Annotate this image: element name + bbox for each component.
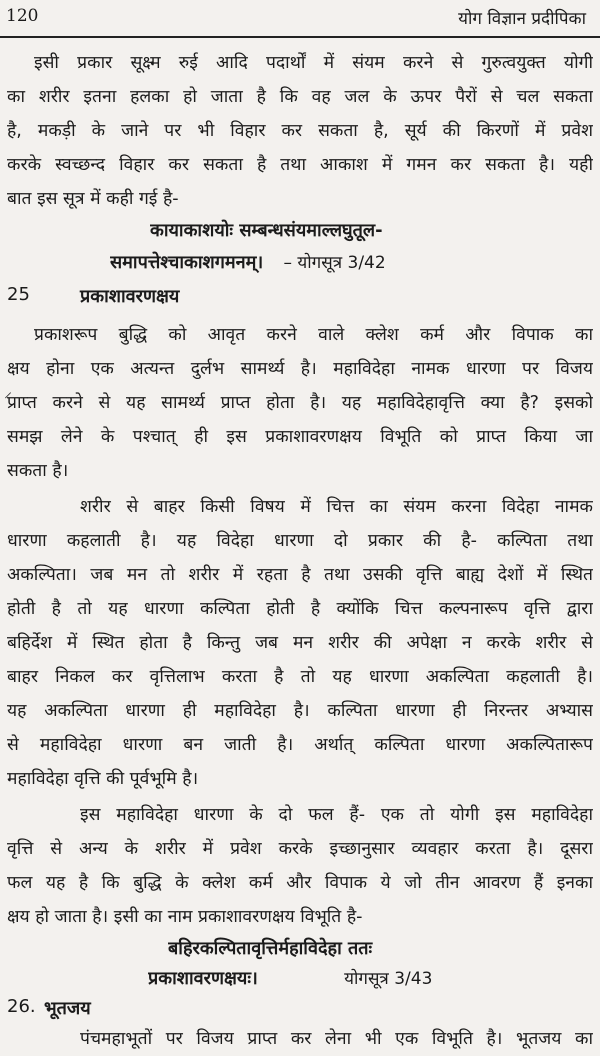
page-number: 120 [6, 6, 39, 26]
section-title: भूतजय [44, 998, 91, 1019]
paragraph-line: महाविदेहा वृत्ति की पूर्वभूमि है। [7, 769, 199, 789]
paragraph-line: प्राप्त करने से यह सामर्थ्य प्राप्त होता है। यह महाविदेहावृत्ति क्या है? इसको [7, 393, 593, 413]
sutra-line [110, 246, 593, 280]
paragraph-line: प्रकाशरूप बुद्धि को आवृत करने वाले क्लेश कर्म और विपाक का [34, 325, 593, 345]
paragraph-line: वृत्ति से अन्य के शरीर में प्रवेश करके इच्छानुसार व्यवहार करता है। दूसरा [7, 839, 593, 859]
paragraph-line: फल यह है कि बुद्धि के क्लेश कर्म और विपाक ये जो तीन आवरण हैं इनका [7, 873, 593, 893]
paragraph-line: क्षय हो जाता है। इसी का नाम प्रकाशावरणक्षय विभूति है- [7, 907, 363, 927]
paragraph-line: इसी प्रकार सूक्ष्म रुई आदि पदार्थों में संयम करने से गुरुत्वयुक्त योगी [34, 53, 593, 73]
section-number: 25 [7, 284, 30, 305]
paragraph-line: का शरीर इतना हलका हो जाता है कि वह जल के ऊपर पैरों से चल सकता [7, 87, 593, 107]
sutra-text: समापत्तेश्चाकाशगमनम्। [110, 252, 264, 273]
paragraph-line: क्षय होना एक अत्यन्त दुर्लभ सामर्थ्य है। महाविदेहा नामक धारणा पर विजय [7, 359, 593, 379]
sutra-reference: योगसूत्र 3/43 [344, 969, 433, 989]
paragraph-line: होती है तो यह धारणा कल्पिता होती है क्योंकि चित्त कल्पनारूप वृत्ति द्वारा [7, 599, 593, 619]
paragraph-line: से महाविदेहा धारणा बन जाती है। अर्थात् कल्पिता धारणा अकल्पितारूप [7, 735, 593, 755]
running-header-title: योग विज्ञान प्रदीपिका [458, 9, 586, 29]
paragraph-line: बाहर निकल कर वृत्तिलाभ करता है तो यह धारणा अकल्पिता कहलाती है। [7, 667, 593, 687]
paragraph-line: समझ लेने के पश्चात् ही इस प्रकाशावरणक्षय विभूति को प्राप्त किया जा [7, 427, 593, 447]
paragraph-line: बहिर्देश में स्थित होता है किन्तु जब मन शरीर की अपेक्षा न करके शरीर से [7, 633, 593, 653]
header-rule [0, 36, 600, 38]
paragraph-line: सकता है। [7, 461, 69, 481]
paragraph-line: पंचमहाभूतों पर विजय प्राप्त कर लेना भी एक विभूति है। भूतजय का [80, 1029, 593, 1049]
paragraph-line: शरीर से बाहर किसी विषय में चित्त का संयम करना विदेहा नामक [80, 497, 593, 517]
paragraph-line: धारणा कहलाती है। यह विदेहा धारणा दो प्रकार की है- कल्पिता तथा [7, 531, 593, 551]
paragraph-line: है, मकड़ी के जाने पर भी विहार कर सकता है, सूर्य की किरणों में प्रवेश [7, 121, 593, 141]
paragraph-line: बात इस सूत्र में कही गई है- [7, 189, 179, 209]
paragraph-line: यह अकल्पिता धारणा ही महाविदेहा है। कल्पिता धारणा ही निरन्तर अभ्यास [7, 701, 593, 721]
sutra-reference: – योगसूत्र 3/42 [283, 253, 386, 273]
paragraph-line: अकल्पिता। जब मन तो शरीर में रहता है तथा उसकी वृत्ति बाह्य देशों में स्थित [7, 565, 593, 585]
section-title: प्रकाशावरणक्षय [80, 286, 180, 307]
sutra-line: बहिरकल्पितावृत्तिर्महाविदेहा ततः [168, 938, 373, 959]
paragraph-line: करके स्वच्छन्द विहार कर सकता है तथा आकाश में गमन कर सकता है। यही [7, 155, 593, 175]
sutra-line [148, 962, 593, 996]
sutra-line: कायाकाशयोः सम्बन्धसंयमाल्लघुतूल- [150, 220, 383, 241]
sutra-text: प्रकाशावरणक्षयः। [148, 968, 258, 989]
paragraph-line: इस महाविदेहा धारणा के दो फल हैं- एक तो योगी इस महाविदेहा [80, 805, 593, 825]
margin-pencil-mark: ⸝ [4, 382, 13, 401]
section-number: 26. [7, 996, 36, 1017]
